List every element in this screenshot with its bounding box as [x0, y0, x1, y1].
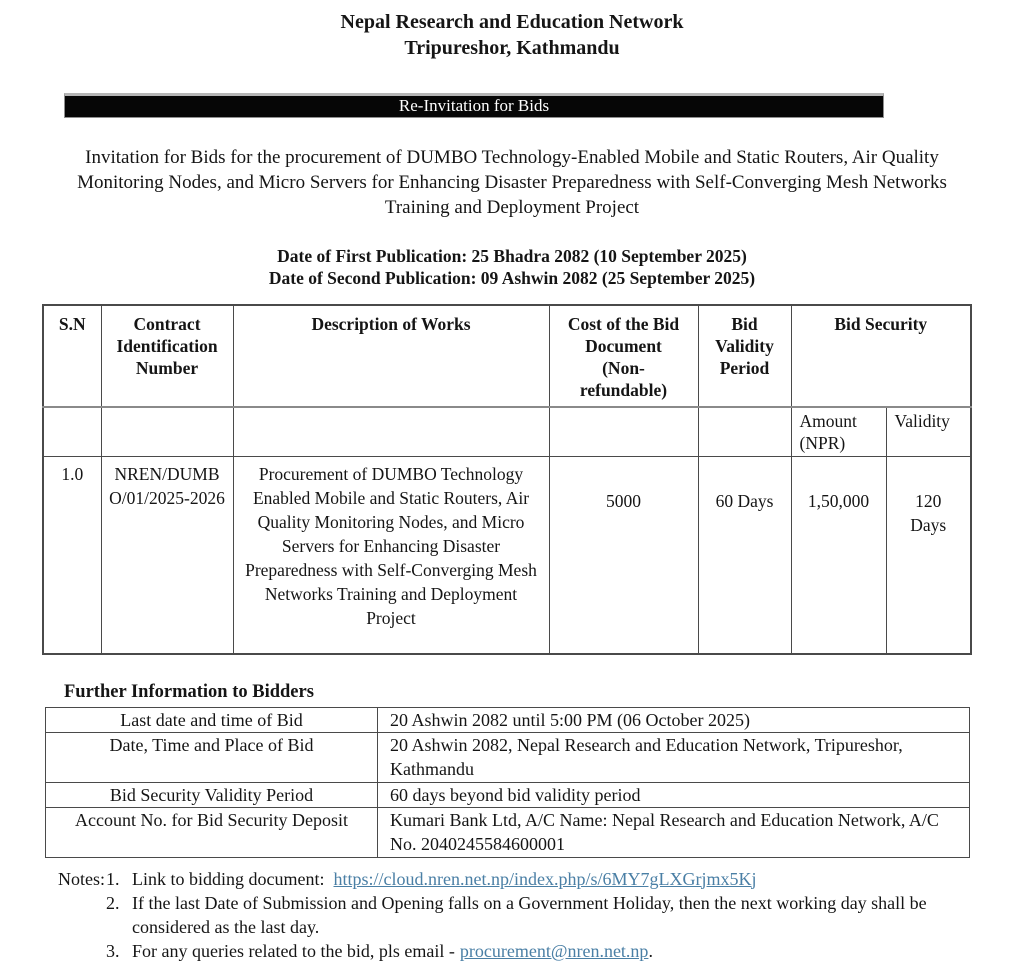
notes-section: [58, 867, 992, 963]
table-row: [46, 707, 970, 732]
note-number: 2.: [106, 892, 120, 913]
table-row: [46, 782, 970, 807]
col-header-sn: S.N: [43, 305, 101, 407]
note-text-bidding-link: [132, 867, 992, 891]
invitation-summary: Invitation for Bids for the procurement of DUMBO Technology-Enabled Mobile and Static Routers, Air Quality Monitoring Nodes, and Micro Servers for Enhancing Disaster Preparedness with Self-Converging Mesh Networks Training and Deployment Project: [77, 147, 947, 218]
empty-cell: [698, 407, 791, 457]
note-number: 1.: [106, 868, 120, 889]
cell-security-validity: 120 Days: [886, 457, 971, 654]
first-publication-date: Date of First Publication: 25 Bhadra 2082 (10 September 2025): [277, 246, 747, 266]
subheader-validity: Validity: [886, 407, 971, 457]
info-label-account-no: Account No. for Bid Security Deposit: [46, 807, 378, 857]
notes-list: [106, 867, 992, 963]
note-text-queries-email: [132, 939, 992, 963]
info-value-account-no: Kumari Bank Ltd, A/C Name: Nepal Research and Education Network, A/C No. 2040245584600001: [378, 807, 970, 857]
info-value-date-place: 20 Ashwin 2082, Nepal Research and Education Network, Tripureshor, Kathmandu: [378, 732, 970, 782]
info-label-date-place: Date, Time and Place of Bid: [46, 732, 378, 782]
subheader-amount-npr: Amount (NPR): [791, 407, 886, 457]
procurement-email-link[interactable]: procurement@nren.net.np: [459, 940, 649, 961]
empty-cell: [233, 407, 549, 457]
table-row: [46, 732, 970, 782]
cell-bid-validity: 60 Days: [698, 457, 791, 654]
table-row: [46, 807, 970, 857]
info-label-last-date: Last date and time of Bid: [46, 707, 378, 732]
organization-name: Nepal Research and Education Network: [340, 11, 684, 33]
empty-cell: [101, 407, 233, 457]
col-header-description: Description of Works: [233, 305, 549, 407]
info-value-security-validity: 60 days beyond bid validity period: [378, 782, 970, 807]
cell-bid-document-cost: 5000: [549, 457, 698, 654]
empty-cell: [43, 407, 101, 457]
note-3-suffix: .: [648, 940, 653, 961]
notes-label: Notes:: [58, 868, 105, 889]
cell-description: Procurement of DUMBO Technology Enabled Mobile and Static Routers, Air Quality Monitoring Nodes, and Micro Servers for Enhancing Disaster Preparedness with Self-Converging Mesh Networks Training and Deployment Project: [233, 457, 549, 654]
cell-sn: 1.0: [43, 457, 101, 654]
second-publication-date: Date of Second Publication: 09 Ashwin 2082 (25 September 2025): [268, 268, 756, 288]
list-item: [106, 939, 992, 963]
cell-contract-id: NREN/DUMBO/01/2025-2026: [101, 457, 233, 654]
col-header-contract: Contract Identification Number: [101, 305, 233, 407]
bidding-document-link[interactable]: https://cloud.nren.net.np/index.php/s/6MY7gLXGrjmx5Kj: [333, 868, 757, 889]
further-info-heading: Further Information to Bidders: [64, 681, 314, 702]
note-3-prefix: For any queries related to the bid, pls email -: [132, 940, 455, 961]
bid-table: [42, 304, 972, 655]
cell-security-amount: 1,50,000: [791, 457, 886, 654]
bid-table-subheader-row: [43, 407, 971, 457]
reinvitation-banner: Re-Invitation for Bids: [64, 93, 884, 118]
bid-table-header-row: [43, 305, 971, 407]
note-1-prefix: Link to bidding document:: [132, 868, 325, 889]
list-item: [106, 867, 992, 891]
col-header-bid-security: Bid Security: [791, 305, 971, 407]
info-value-last-date: 20 Ashwin 2082 until 5:00 PM (06 October 2025): [378, 707, 970, 732]
empty-cell: [549, 407, 698, 457]
bid-table-data-row: [43, 457, 971, 654]
further-info-table: [45, 707, 970, 858]
note-number: 3.: [106, 940, 120, 961]
list-item: [106, 891, 992, 939]
note-text-holiday-rule: If the last Date of Submission and Opening falls on a Government Holiday, then the next working day shall be considered as the last day.: [132, 892, 927, 937]
col-header-bid-validity: Bid Validity Period: [698, 305, 791, 407]
document-header: [0, 0, 1024, 61]
organization-address: Tripureshor, Kathmandu: [404, 37, 620, 59]
publication-dates: [0, 245, 1024, 289]
info-label-security-validity: Bid Security Validity Period: [46, 782, 378, 807]
col-header-cost: Cost of the Bid Document (Non-refundable): [549, 305, 698, 407]
